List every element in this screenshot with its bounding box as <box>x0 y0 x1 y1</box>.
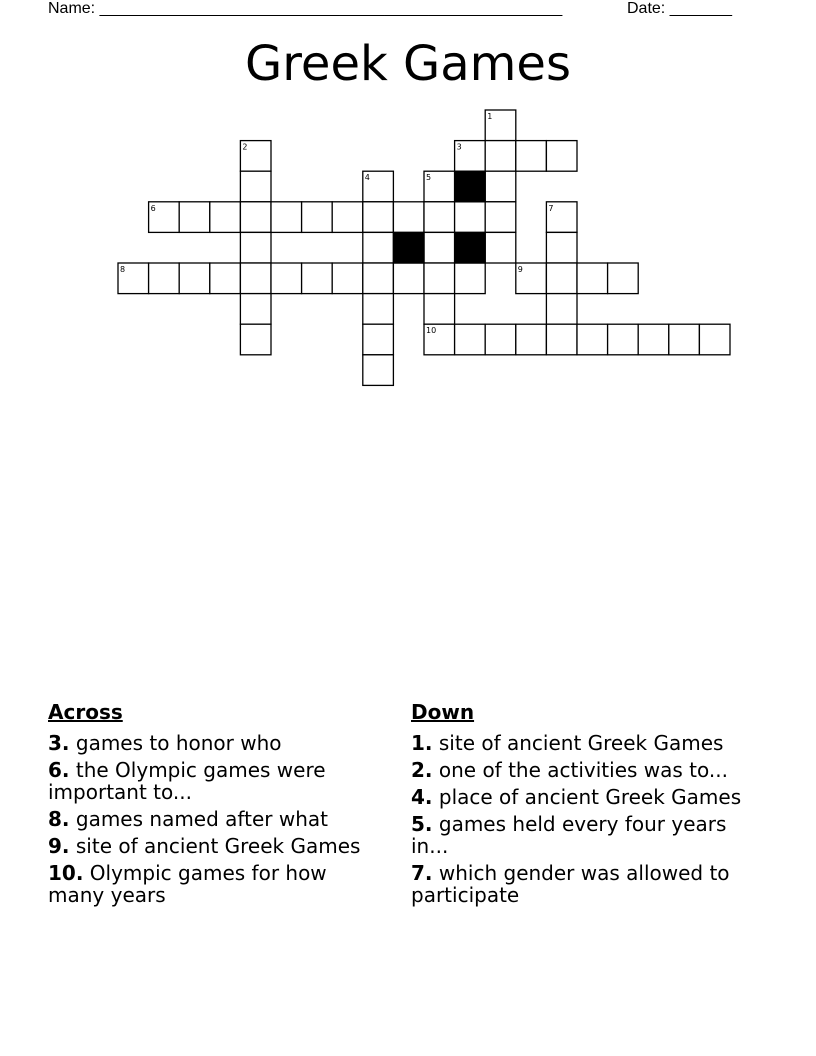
crossword-cell[interactable] <box>271 202 302 233</box>
crossword-cell[interactable] <box>179 263 210 294</box>
clue-across-6 <box>48 759 383 803</box>
clue-text: site of ancient Greek Games <box>75 834 361 858</box>
crossword-cell[interactable] <box>485 171 516 202</box>
crossword-cell[interactable] <box>455 202 486 233</box>
crossword-cell[interactable] <box>240 171 271 202</box>
crossword-cell[interactable] <box>332 263 363 294</box>
clue-number: 9. <box>48 834 70 858</box>
clue-number-label: 7 <box>548 203 554 213</box>
clue-down-7 <box>411 862 751 906</box>
clue-number-label: 6 <box>150 203 156 213</box>
crossword-cell[interactable] <box>577 263 608 294</box>
clue-down-1 <box>411 732 751 754</box>
crossword-cell[interactable] <box>608 263 639 294</box>
name-line: Name: ____________________________________________________ <box>48 0 563 17</box>
crossword-cell[interactable] <box>363 232 394 263</box>
clue-number-label: 1 <box>487 112 493 121</box>
crossword-cell[interactable] <box>363 263 394 294</box>
crossword-cell[interactable] <box>240 232 271 263</box>
clue-text: games held every four years in... <box>411 812 727 858</box>
crossword-cell[interactable] <box>638 324 669 355</box>
crossword-grid <box>0 0 816 400</box>
clue-text: games to honor who <box>75 731 282 755</box>
clue-number: 7. <box>411 861 433 885</box>
clue-text: games named after what <box>75 807 328 831</box>
crossword-cell[interactable] <box>546 324 577 355</box>
crossword-cell[interactable] <box>485 232 516 263</box>
clue-down-2 <box>411 759 751 781</box>
crossword-cell[interactable] <box>546 232 577 263</box>
crossword-cell[interactable] <box>240 324 271 355</box>
clue-text: which gender was allowed to participate <box>411 861 730 907</box>
crossword-cell[interactable] <box>149 263 180 294</box>
crossword-cell[interactable] <box>424 294 455 325</box>
clue-across-3 <box>48 732 383 754</box>
crossword-cell[interactable] <box>271 263 302 294</box>
crossword-cell[interactable] <box>179 202 210 233</box>
clue-number-label: 10 <box>426 326 437 336</box>
crossword-cell[interactable] <box>669 324 700 355</box>
crossword-cell[interactable] <box>363 355 394 386</box>
crossword-cell[interactable] <box>240 294 271 325</box>
crossword-cell[interactable] <box>424 232 455 263</box>
down-heading: Down <box>411 700 475 724</box>
crossword-cell[interactable] <box>210 263 241 294</box>
clue-number: 1. <box>411 731 433 755</box>
clue-number: 8. <box>48 807 70 831</box>
clue-number: 4. <box>411 785 433 809</box>
crossword-cell[interactable] <box>240 202 271 233</box>
crossword-cell[interactable] <box>455 324 486 355</box>
across-clues <box>48 701 383 911</box>
clue-text: Olympic games for how many years <box>48 861 327 907</box>
crossword-cell[interactable] <box>424 263 455 294</box>
clue-text: site of ancient Greek Games <box>438 731 724 755</box>
clue-number-label: 8 <box>120 265 126 274</box>
crossword-cell[interactable] <box>485 202 516 233</box>
clue-across-9 <box>48 835 383 857</box>
clue-number-label: 5 <box>426 173 432 183</box>
clue-number-label: 3 <box>456 142 462 152</box>
clue-number: 2. <box>411 758 433 782</box>
clue-number: 6. <box>48 758 70 782</box>
clue-number-label: 9 <box>517 265 523 274</box>
crossword-cell[interactable] <box>699 324 730 355</box>
across-heading: Across <box>48 700 123 724</box>
crossword-cell[interactable] <box>608 324 639 355</box>
crossword-cell[interactable] <box>485 324 516 355</box>
crossword-cell[interactable] <box>210 202 241 233</box>
crossword-cell[interactable] <box>240 263 271 294</box>
crossword-cell[interactable] <box>577 324 608 355</box>
clue-number: 5. <box>411 812 433 836</box>
clue-across-8 <box>48 808 383 830</box>
crossword-block-cell <box>455 171 486 202</box>
crossword-cell[interactable] <box>546 141 577 172</box>
page-title: Greek Games <box>245 36 571 92</box>
clue-text: one of the activities was to... <box>438 758 728 782</box>
clue-text: the Olympic games were important to... <box>48 758 326 804</box>
crossword-cell[interactable] <box>393 263 424 294</box>
clue-text: place of ancient Greek Games <box>438 785 742 809</box>
crossword-cell[interactable] <box>363 324 394 355</box>
crossword-cell[interactable] <box>302 202 333 233</box>
crossword-cell[interactable] <box>332 202 363 233</box>
crossword-cell[interactable] <box>424 202 455 233</box>
crossword-block-cell <box>393 232 424 263</box>
crossword-cell[interactable] <box>516 141 547 172</box>
crossword-cell[interactable] <box>363 294 394 325</box>
clue-across-10 <box>48 862 383 906</box>
clue-down-4 <box>411 786 751 808</box>
down-clues <box>411 701 751 911</box>
crossword-cell[interactable] <box>455 263 486 294</box>
crossword-cell[interactable] <box>516 324 547 355</box>
crossword-cell[interactable] <box>393 202 424 233</box>
clue-number-label: 4 <box>364 173 370 183</box>
date-line: Date: _______ <box>627 0 732 17</box>
crossword-cell[interactable] <box>485 141 516 172</box>
crossword-block-cell <box>455 232 486 263</box>
crossword-cell[interactable] <box>363 202 394 233</box>
clue-number: 3. <box>48 731 70 755</box>
clue-number-label: 2 <box>242 142 248 152</box>
crossword-cell[interactable] <box>302 263 333 294</box>
clue-down-5 <box>411 813 751 857</box>
clue-number: 10. <box>48 861 84 885</box>
crossword-cell[interactable] <box>546 263 577 294</box>
crossword-cell[interactable] <box>546 294 577 325</box>
